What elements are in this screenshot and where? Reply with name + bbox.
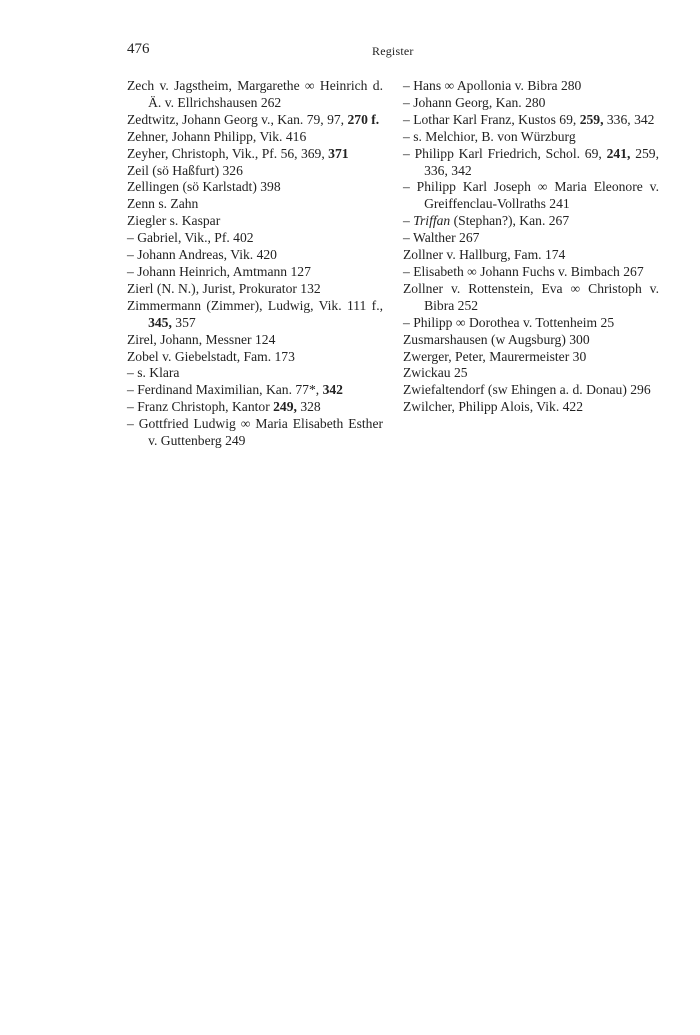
entry-text: – Philipp Karl Joseph ∞ Maria Eleonore v. Greiffenclau-Vollraths 241 xyxy=(403,179,659,212)
entry-text: (Stephan?), Kan. 267 xyxy=(450,213,570,229)
entry-text: 357 xyxy=(171,314,196,330)
index-entry xyxy=(127,349,383,366)
index-entry xyxy=(127,332,383,349)
entry-text: – Philipp Karl Friedrich, Schol. 69, xyxy=(403,145,607,161)
index-entry xyxy=(127,365,383,382)
index-entry xyxy=(127,281,383,298)
index-entry xyxy=(127,399,383,416)
index-entry xyxy=(403,332,659,349)
entry-text: 336, 342 xyxy=(603,111,655,127)
entry-text: – Johann Georg, Kan. 280 xyxy=(403,94,546,110)
bold-page-ref: 259, xyxy=(579,111,604,127)
entry-text: Zeil (sö Haßfurt) 326 xyxy=(127,162,243,178)
index-entry xyxy=(403,213,659,230)
index-entry xyxy=(127,416,383,450)
bold-page-ref: 371 xyxy=(328,145,349,161)
index-entry xyxy=(403,112,659,129)
index-entry xyxy=(403,349,659,366)
index-entry xyxy=(127,247,383,264)
index-entry xyxy=(403,95,659,112)
entry-text: Zwiefaltendorf (sw Ehingen a. d. Donau) 296 xyxy=(403,382,651,398)
index-entry xyxy=(127,129,383,146)
index-entry xyxy=(403,179,659,213)
entry-text: Ziegler s. Kaspar xyxy=(127,213,221,229)
entry-text: Zenn s. Zahn xyxy=(127,196,199,212)
index-entry xyxy=(403,129,659,146)
entry-text: Zeyher, Christoph, Vik., Pf. 56, 369, xyxy=(127,145,329,161)
index-entry xyxy=(403,78,659,95)
entry-text: – Walther 267 xyxy=(403,230,480,246)
bold-page-ref: 249, xyxy=(273,399,297,415)
entry-text: Zwickau 25 xyxy=(403,365,468,381)
index-entry xyxy=(127,382,383,399)
entry-text: Zwilcher, Philipp Alois, Vik. 422 xyxy=(403,399,584,415)
index-entry xyxy=(127,230,383,247)
entry-text: 328 xyxy=(296,399,321,415)
entry-text: Zusmarshausen (w Augsburg) 300 xyxy=(403,331,590,347)
index-column-right xyxy=(403,78,659,416)
index-entry xyxy=(127,112,383,129)
entry-text: – Johann Heinrich, Amtmann 127 xyxy=(127,263,311,279)
entry-text: Zech v. Jagstheim, Margarethe ∞ Heinrich d. Ä. v. Ellrichshausen 262 xyxy=(127,78,383,110)
entry-text: – Philipp ∞ Dorothea v. Tottenheim 25 xyxy=(403,314,615,330)
entry-text: – Elisabeth ∞ Johann Fuchs v. Bimbach 267 xyxy=(403,263,644,279)
entry-text: – s. Klara xyxy=(127,365,180,381)
index-entry xyxy=(403,264,659,281)
entry-text: – Hans ∞ Apollonia v. Bibra 280 xyxy=(403,78,582,93)
entry-text: – Ferdinand Maximilian, Kan. 77*, xyxy=(127,382,323,398)
index-entry xyxy=(127,179,383,196)
index-entry xyxy=(127,213,383,230)
entry-text: – Gottfried Ludwig ∞ Maria Elisabeth Esther v. Guttenberg 249 xyxy=(127,416,383,449)
index-entry xyxy=(403,247,659,264)
entry-text: – Lothar Karl Franz, Kustos 69, xyxy=(403,111,580,127)
entry-text: – s. Melchior, B. von Würzburg xyxy=(403,128,576,144)
bold-page-ref: 345, xyxy=(148,314,172,330)
entry-text: – Gabriel, Vik., Pf. 402 xyxy=(127,230,254,246)
index-entry xyxy=(127,196,383,213)
bold-page-ref: 270 f. xyxy=(347,111,380,127)
index-entry xyxy=(127,78,383,112)
entry-text: Zollner v. Hallburg, Fam. 174 xyxy=(403,247,566,263)
index-entry xyxy=(403,281,659,315)
italic-name: Triffan xyxy=(413,213,451,229)
entry-text: – xyxy=(403,213,414,229)
running-head: Register xyxy=(372,44,414,58)
entry-text: Zedtwitz, Johann Georg v., Kan. 79, 97, xyxy=(127,111,348,127)
index-column-left xyxy=(127,78,383,450)
index-entry xyxy=(127,264,383,281)
entry-text: Zwerger, Peter, Maurermeister 30 xyxy=(403,348,587,364)
entry-text: 259, 336, 342 xyxy=(424,145,659,178)
entry-text: Zehner, Johann Philipp, Vik. 416 xyxy=(127,128,307,144)
index-entry xyxy=(127,163,383,180)
index-entry xyxy=(127,146,383,163)
index-entry xyxy=(403,399,659,416)
entry-text: – Franz Christoph, Kantor xyxy=(127,399,274,415)
bold-page-ref: 241, xyxy=(606,145,631,161)
entry-text: Zimmermann (Zimmer), Ludwig, Vik. 111 f., xyxy=(127,297,383,313)
page-number: 476 xyxy=(127,41,150,57)
index-entry xyxy=(403,146,659,180)
entry-text: Zollner v. Rottenstein, Eva ∞ Christoph v. Bibra 252 xyxy=(403,280,659,313)
bold-page-ref: 342 xyxy=(322,382,343,398)
index-entry xyxy=(403,382,659,399)
entry-text: – Johann Andreas, Vik. 420 xyxy=(127,247,277,263)
index-entry xyxy=(127,298,383,332)
index-entry xyxy=(403,230,659,247)
entry-text: Zobel v. Giebelstadt, Fam. 173 xyxy=(127,348,295,364)
entry-text: Zirel, Johann, Messner 124 xyxy=(127,331,276,347)
index-entry xyxy=(403,365,659,382)
index-entry xyxy=(403,315,659,332)
entry-text: Zierl (N. N.), Jurist, Prokurator 132 xyxy=(127,280,321,296)
entry-text: Zellingen (sö Karlstadt) 398 xyxy=(127,179,281,195)
